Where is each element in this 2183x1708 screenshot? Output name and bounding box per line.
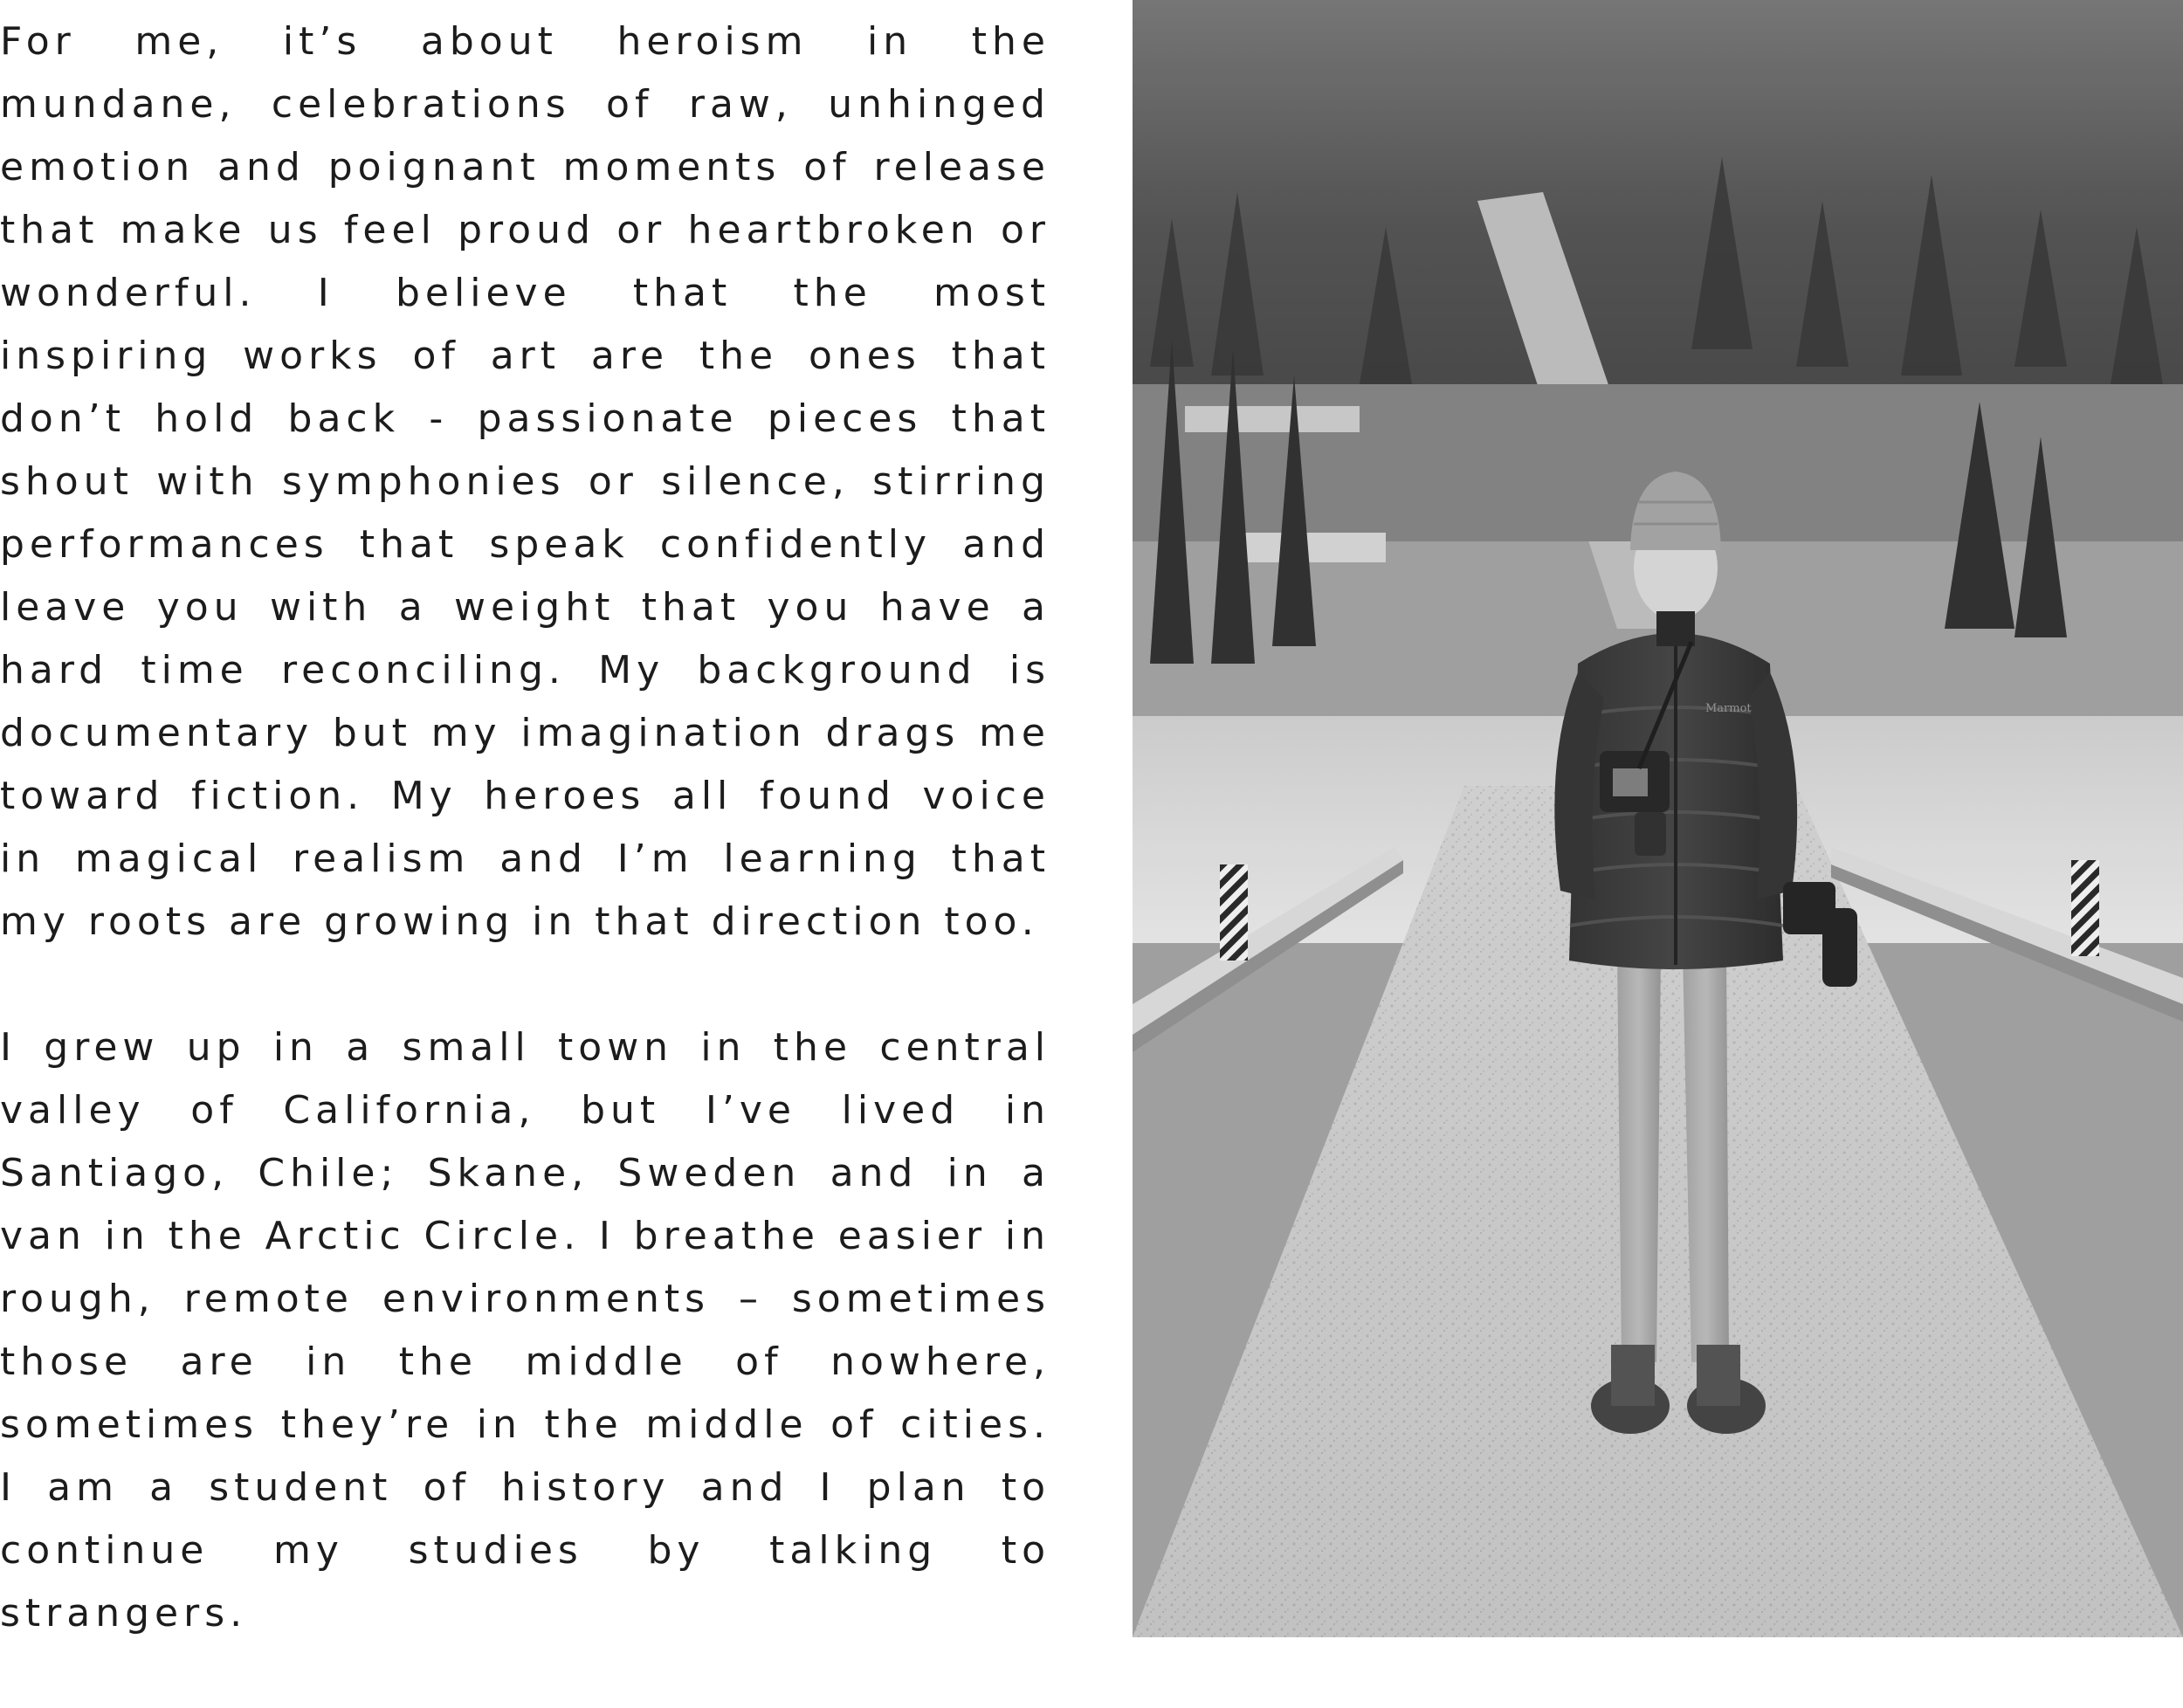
portrait-photo [1133, 0, 2183, 1637]
jacket-brand-label: Marmot [1705, 702, 1752, 715]
portrait-illustration [1133, 0, 2183, 1637]
bio-text [0, 10, 1050, 1708]
bio-paragraph-1: For me, it’s about heroism in the mundane, celebrations of raw, unhinged emotion and poignant moments of release that make us feel proud or heartbroken or wonderful. I believe that the most inspiring works of art are the ones that don’t hold back - passionate pieces that shout with symphonies or silence, stirring performances that speak confidently and leave you with a weight that you have a hard time reconciling. My background is documentary but my imagination drags me toward fiction. My heroes all found voice in magical realism and I’m learning that my roots are growing in that direction too. [0, 19, 1050, 944]
bio-paragraph-2: I grew up in a small town in the central valley of California, but I’ve lived in Santiago, Chile; Skane, Sweden and in a van in the Arctic Circle. I breathe easier in rough, remote environments – sometimes those are in the middle of nowhere, sometimes they’re in the middle of cities. I am a student of history and I plan to continue my studies by talking to strangers. [0, 1025, 1050, 1636]
